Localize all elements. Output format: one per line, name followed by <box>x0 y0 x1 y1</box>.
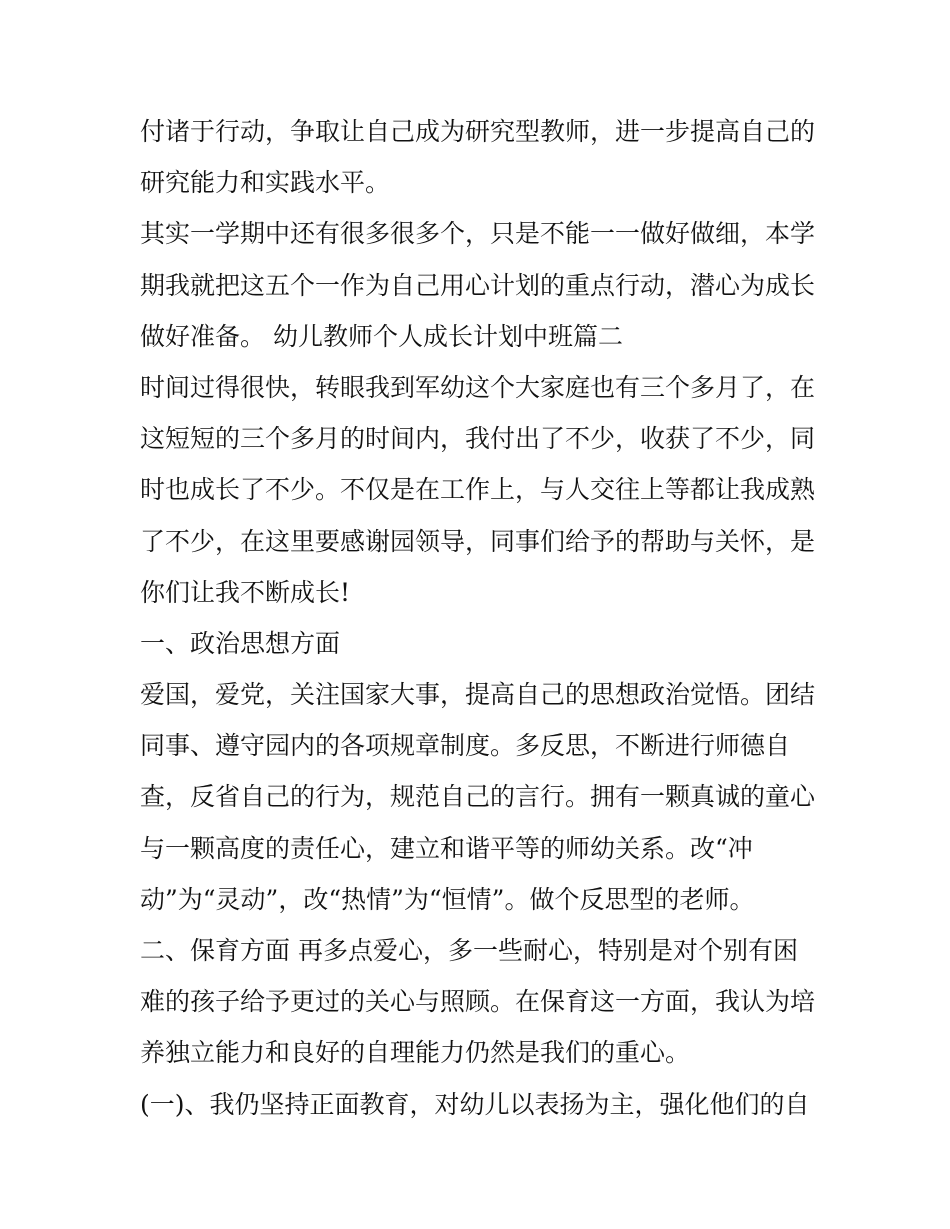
section-heading-politics: 一、政治思想方面 <box>140 628 341 658</box>
text-line: 期我就把这五个一作为自己用心计划的重点行动，潜心为成长 <box>140 270 816 300</box>
section-heading-care: 二、保育方面 再多点爱心，多一些耐心，特别是对个别有困 <box>140 936 798 965</box>
text-line: 你们让我不断成长! <box>140 577 351 607</box>
text-line: 付诸于行动，争取让自己成为研究型教师，进一步提高自己的 <box>140 117 816 146</box>
text-line: 同事、遵守园内的各项规章制度。多反思，不断进行师德自 <box>140 731 791 761</box>
text-line: 其实一学期中还有很多很多个，只是不能一一做好做细，本学 <box>140 219 816 249</box>
text-line: 了不少，在这里要感谢园领导，同事们给予的帮助与关怀，是 <box>140 526 816 556</box>
text-line: 时也成长了不少。不仅是在工作上，与人交往上等都让我成熟 <box>140 475 816 505</box>
document-body <box>140 106 820 1130</box>
text-line: (一)、我仍坚持正面教育，对幼儿以表扬为主，强化他们的自 <box>140 1089 810 1119</box>
text-line: 查，反省自己的行为，规范自己的言行。拥有一颗真诚的童心 <box>140 782 816 812</box>
text-line: 做好准备。 幼儿教师个人成长计划中班篇二 <box>140 321 623 351</box>
text-line: 动”为“灵动”，改“热情”为“恒情”。做个反思型的老师。 <box>140 884 755 914</box>
text-line: 爱国，爱党，关注国家大事，提高自己的思想政治觉悟。团结 <box>140 680 816 710</box>
text-line: 与一颗高度的责任心，建立和谐平等的师幼关系。改“冲 <box>140 833 753 863</box>
text-line: 研究能力和实践水平。 <box>140 168 391 198</box>
text-line: 时间过得很快，转眼我到军幼这个大家庭也有三个多月了，在 <box>140 372 816 402</box>
text-line: 这短短的三个多月的时间内，我付出了不少，收获了不少，同 <box>140 424 816 454</box>
text-line: 养独立能力和良好的自理能力仍然是我们的重心。 <box>140 1038 691 1068</box>
text-line: 难的孩子给予更过的关心与照顾。在保育这一方面，我认为培 <box>140 987 816 1017</box>
